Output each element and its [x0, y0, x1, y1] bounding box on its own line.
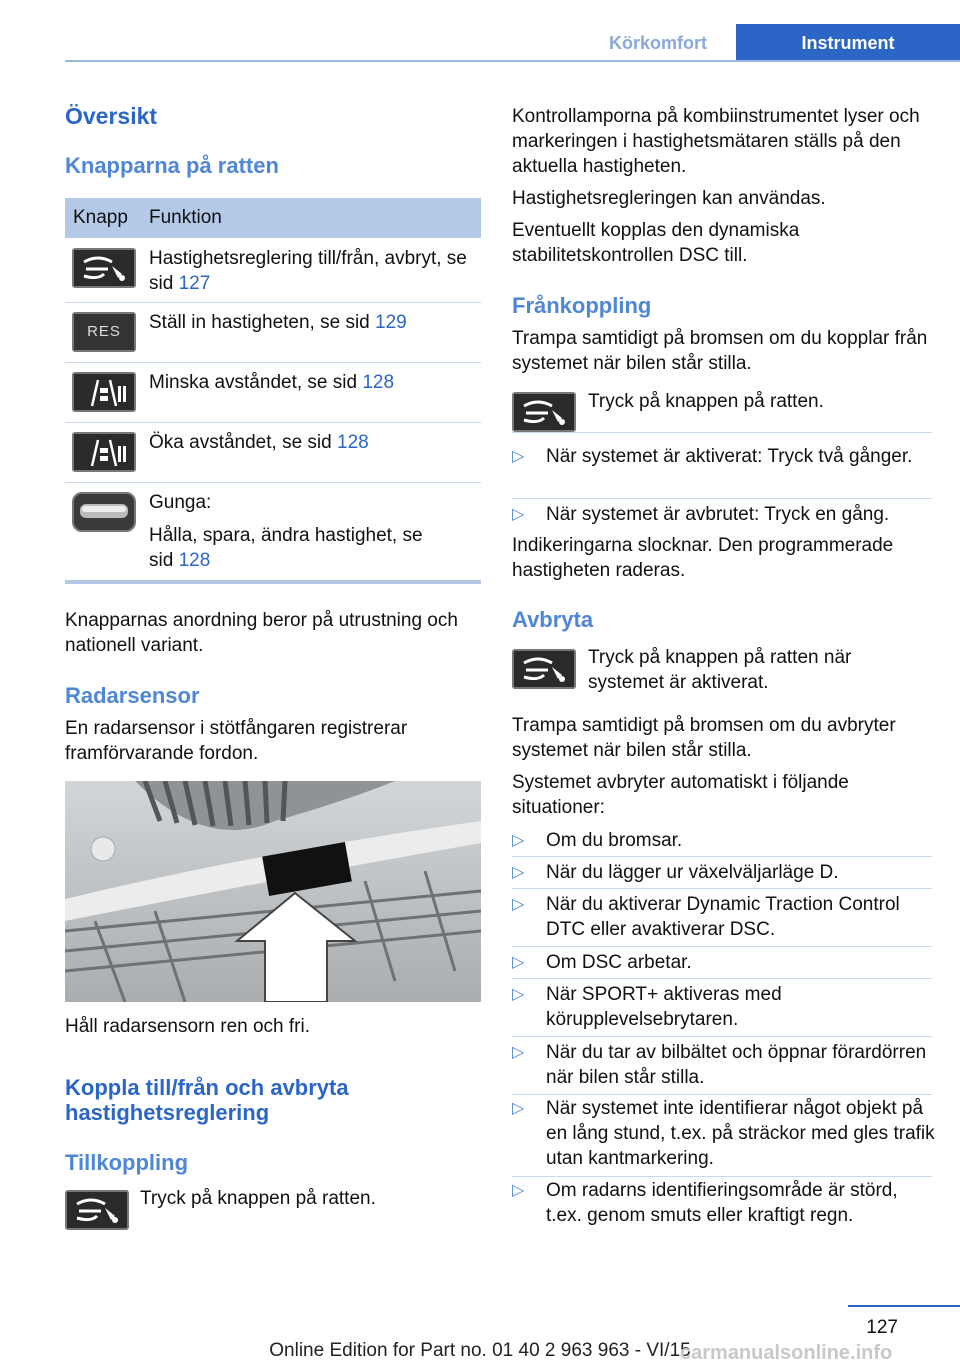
bullet-triangle-icon: ▷ [512, 448, 525, 465]
divider [512, 432, 932, 433]
divider [512, 498, 932, 499]
page-link[interactable]: 128 [362, 372, 395, 393]
heading-koppla: Koppla till/från och avbryta hastighetsreglering [65, 1075, 349, 1125]
heading-oversikt: Översikt [65, 103, 158, 129]
list-item: ▷ När systemet är avbrutet: Tryck en gång. [512, 504, 890, 525]
para-frankoppling: Trampa samtidigt på bromsen om du kopplar från systemet när bilen står stilla. [512, 328, 928, 374]
list-item: ▷ När systemet inte identifierar något objekt på en lång stund, t.ex. på sträckor med gles trafik utan kantmarkering. [512, 1098, 935, 1169]
list-item: ▷ När du aktiverar Dynamic Traction Control DTC eller avaktiverar DSC. [512, 894, 900, 940]
para-anvandas: Hastighetsregleringen kan användas. [512, 188, 826, 209]
heading-frankoppling: Frånkoppling [512, 293, 652, 318]
tab-instrument[interactable]: Instrument [736, 24, 960, 62]
row-text: Öka avståndet, se sid 128 [149, 432, 369, 453]
table-header [65, 198, 481, 238]
row-text: Minska avståndet, se sid 128 [149, 372, 395, 393]
bullet-triangle-icon: ▷ [512, 1044, 525, 1061]
row-text: Ställ in hastigheten, se sid 129 [149, 312, 407, 333]
table-row [65, 423, 481, 483]
bullet-triangle-icon: ▷ [512, 864, 525, 881]
divider [512, 978, 932, 979]
bullet-triangle-icon: ▷ [512, 896, 525, 913]
table-row [65, 483, 481, 580]
radar-sensor-photo [65, 781, 481, 1002]
list-item: ▷ Om du bromsar. [512, 830, 683, 851]
table-row [65, 363, 481, 423]
table-row [65, 238, 481, 303]
table-bottom-rule [65, 580, 481, 584]
bullet-triangle-icon: ▷ [512, 1182, 525, 1199]
distance-increase-icon [72, 432, 136, 472]
para-anordning: Knapparnas anordning beror på utrustning och nationell variant. [65, 610, 458, 656]
row-text: Hålla, spara, ändra hastighet, se sid 128 [149, 525, 423, 571]
cruise-control-icon [512, 649, 576, 689]
watermark: carmanualsonline.info [680, 1342, 893, 1362]
distance-decrease-icon [72, 372, 136, 412]
para-avbryta-broms: Trampa samtidigt på bromsen om du avbryter systemet när bilen står stilla. [512, 715, 896, 761]
bullet-triangle-icon: ▷ [512, 1100, 525, 1117]
list-item: ▷ Om DSC arbetar. [512, 952, 692, 973]
heading-tillkoppling: Tillkoppling [65, 1150, 189, 1175]
divider [512, 1036, 932, 1037]
edition-text: Online Edition for Part no. 01 40 2 963 963 - VI/15 [269, 1340, 691, 1361]
page-link[interactable]: 128 [337, 432, 369, 453]
divider [512, 856, 932, 857]
footer-rule [848, 1305, 960, 1307]
para-indikeringarna: Indikeringarna slocknar. Den programmerade hastigheten raderas. [512, 535, 894, 581]
para-tryck-knappen: Tryck på knappen på ratten. [588, 391, 824, 412]
bullet-triangle-icon: ▷ [512, 986, 525, 1003]
page-link[interactable]: 129 [375, 312, 407, 333]
list-item: ▷ Om radarns identifieringsområde är störd, t.ex. genom smuts eller kraftigt regn. [512, 1180, 898, 1226]
bullet-triangle-icon: ▷ [512, 506, 525, 523]
para-kontrollamporna: Kontrollamporna på kombiinstrumentet lyser och markeringen i hastighetsmätaren ställs på den aktuella hastigheten. [512, 106, 920, 177]
heading-knapparna: Knapparna på ratten [65, 153, 279, 178]
para-dsc: Eventuellt kopplas den dynamiska stabilitetskontrollen DSC till. [512, 220, 800, 266]
res-icon: RES [72, 312, 136, 352]
table-row [65, 303, 481, 363]
list-item: ▷ När du lägger ur växelväljarläge D. [512, 862, 839, 883]
para-situationer: Systemet avbryter automatiskt i följande situationer: [512, 772, 849, 818]
tab-korkomfort[interactable]: Körkomfort [580, 24, 736, 62]
divider [512, 888, 932, 889]
divider [512, 1176, 932, 1177]
divider [512, 1094, 932, 1095]
col-header-knapp: Knapp [73, 207, 128, 228]
row-text-gunga: Gunga: [149, 492, 212, 513]
cruise-control-icon [72, 248, 136, 288]
heading-radarsensor: Radarsensor [65, 683, 200, 708]
rocker-switch-icon [72, 492, 136, 532]
buttons-table [65, 198, 481, 580]
page-link[interactable]: 128 [178, 550, 211, 571]
para-hall: Håll radarsensorn ren och fri. [65, 1016, 310, 1037]
row-text: Hastighetsreglering till/från, avbryt, se sid 127 [149, 248, 467, 294]
col-header-funktion: Funktion [149, 207, 222, 228]
para-tillkoppling: Tryck på knappen på ratten. [140, 1188, 376, 1209]
page-link[interactable]: 127 [178, 273, 211, 294]
cruise-control-icon [512, 392, 576, 432]
list-item: ▷ När systemet är aktiverat: Tryck två gånger. [512, 446, 913, 467]
heading-avbryta: Avbryta [512, 607, 594, 632]
divider [512, 946, 932, 947]
list-item: ▷ När SPORT+ aktiveras med körupplevelsebrytaren. [512, 984, 782, 1030]
para-avbryta-tryck: Tryck på knappen på ratten när systemet är aktiverat. [588, 647, 852, 693]
cruise-control-icon [65, 1190, 129, 1230]
bullet-triangle-icon: ▷ [512, 954, 525, 971]
page-number: 127 [866, 1317, 898, 1338]
bullet-triangle-icon: ▷ [512, 832, 525, 849]
header-divider [65, 60, 960, 62]
para-radarsensor: En radarsensor i stötfångaren registrerar framförvarande fordon. [65, 718, 408, 764]
list-item: ▷ När du tar av bilbältet och öppnar förardörren när bilen står stilla. [512, 1042, 927, 1088]
